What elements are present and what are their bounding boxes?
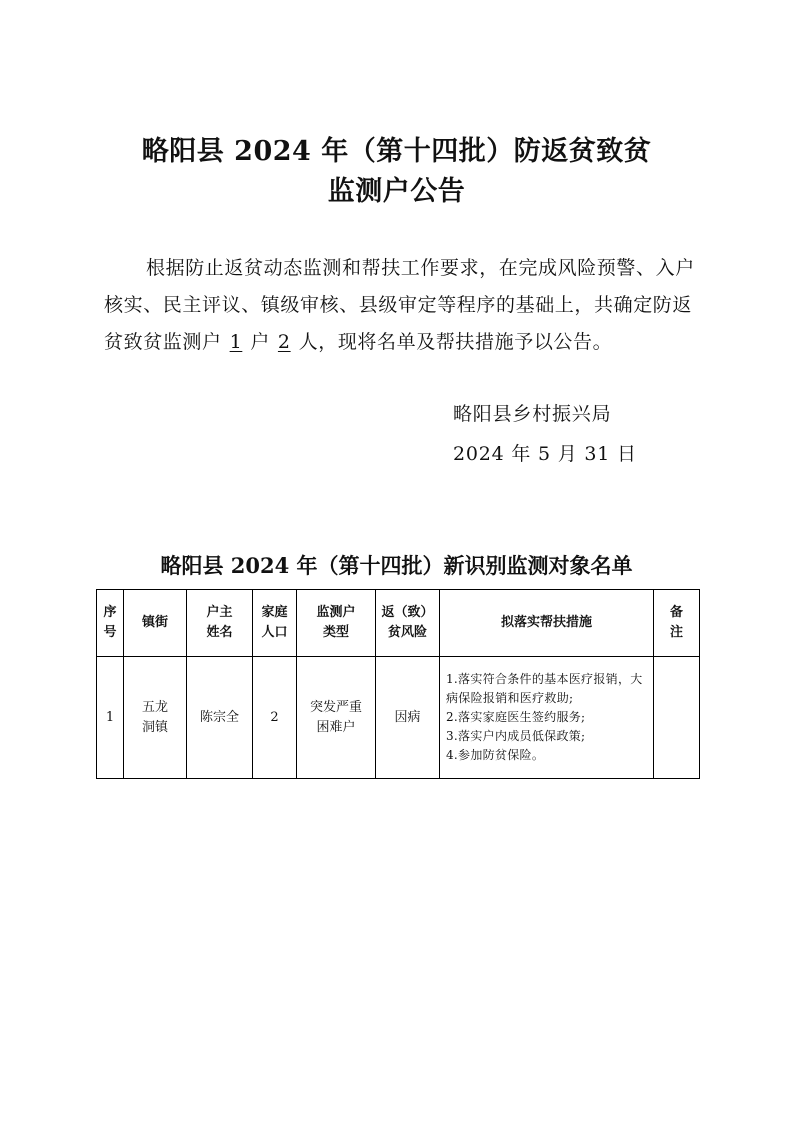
notice-title-line1: 略阳县 2024 年（第十四批）防返贫致贫: [141, 136, 652, 167]
measure-item: 3.落实户内成员低保政策;: [446, 729, 586, 743]
measure-item: 1.落实符合条件的基本医疗报销，大病保险报销和医疗救助;: [446, 672, 643, 705]
cell-seq: 1: [97, 657, 124, 779]
roster-header-row: [97, 590, 700, 657]
notice-body: [104, 250, 696, 361]
cell-notes: [654, 657, 700, 779]
measure-item: 4.参加防贫保险。: [446, 748, 545, 762]
issuer-signature: 略阳县乡村振兴局: [453, 403, 612, 425]
cell-risk: 因病: [376, 657, 440, 779]
body-text-part3: 人，现将名单及帮扶措施予以公告。: [298, 331, 613, 353]
cell-family-size: 2: [253, 657, 297, 779]
cell-household-head: 陈宗全: [187, 657, 253, 779]
person-count: 2: [277, 331, 291, 353]
header-household-head: 户主 姓名: [187, 590, 253, 657]
cell-town: 五龙 洞镇: [124, 657, 187, 779]
body-text-part1: 根据防止返贫动态监测和帮扶工作要求，在完成风险预警、入户核实、民主评议、镇级审核、县级审定等程序的基础上，共确定防返贫致贫监测户: [104, 257, 695, 353]
header-family-size: 家庭 人口: [253, 590, 297, 657]
measure-item: 2.落实家庭医生签约服务;: [446, 710, 586, 724]
table-row: [97, 657, 700, 779]
header-notes: 备 注: [654, 590, 700, 657]
cell-monitor-type: 突发严重 困难户: [297, 657, 376, 779]
body-text-part2: 户: [250, 331, 270, 353]
roster-title: 略阳县 2024 年（第十四批）新识别监测对象名单: [160, 553, 633, 578]
issue-date: 2024 年 5 月 31 日: [453, 443, 637, 465]
cell-measures: [440, 657, 654, 779]
notice-title-line2: 监测户公告: [327, 176, 466, 207]
household-count: 1: [229, 331, 243, 353]
roster-table: [96, 589, 700, 779]
header-town: 镇街: [124, 590, 187, 657]
header-risk: 返（致） 贫风险: [376, 590, 440, 657]
header-measures: 拟落实帮扶措施: [440, 590, 654, 657]
header-monitor-type: 监测户 类型: [297, 590, 376, 657]
header-seq: 序 号: [97, 590, 124, 657]
